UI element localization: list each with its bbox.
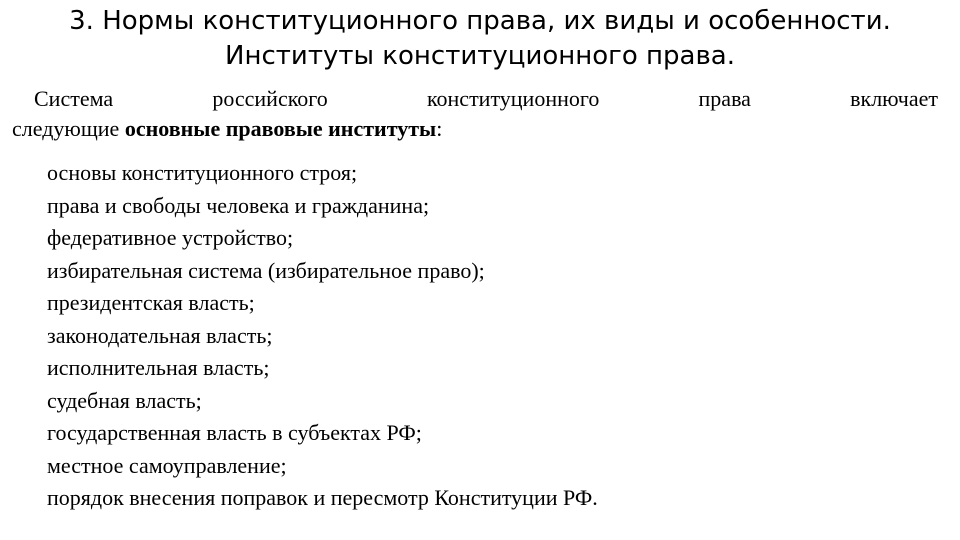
title-line-1: 3. Нормы конституционного права, их виды и особенности. — [69, 6, 891, 36]
intro-emphasis: основные правовые институты — [124, 116, 437, 141]
list-item: президентская власть; — [47, 290, 255, 315]
intro-word: российского — [212, 86, 328, 111]
list-item: государственная власть в субъектах РФ; — [47, 420, 422, 445]
list-item: избирательная система (избирательное право); — [47, 257, 485, 283]
intro-word: Система — [34, 86, 114, 111]
institutes-list — [47, 157, 598, 515]
intro-colon: : — [436, 116, 443, 141]
list-item: исполнительная власть; — [47, 355, 270, 380]
intro-word: конституционного — [426, 86, 600, 111]
intro-lead-text: следующие — [12, 116, 125, 141]
intro-word: права — [698, 86, 751, 111]
intro-line-1 — [12, 84, 938, 114]
intro-line-2 — [12, 114, 938, 144]
list-item: права и свободы человека и гражданина; — [47, 192, 430, 218]
list-item: федеративное устройство; — [47, 225, 294, 250]
slide-title — [20, 4, 940, 74]
list-item: судебная власть; — [47, 387, 202, 413]
intro-word: включает — [850, 86, 938, 111]
title-line-2: Институты конституционного права. — [225, 41, 735, 71]
list-item: порядок внесения поправок и пересмотр Конституции РФ. — [47, 485, 598, 510]
list-item: законодательная власть; — [47, 322, 273, 348]
intro-paragraph — [12, 84, 938, 144]
list-item: местное самоуправление; — [47, 452, 287, 478]
list-item: основы конституционного строя; — [47, 160, 358, 185]
